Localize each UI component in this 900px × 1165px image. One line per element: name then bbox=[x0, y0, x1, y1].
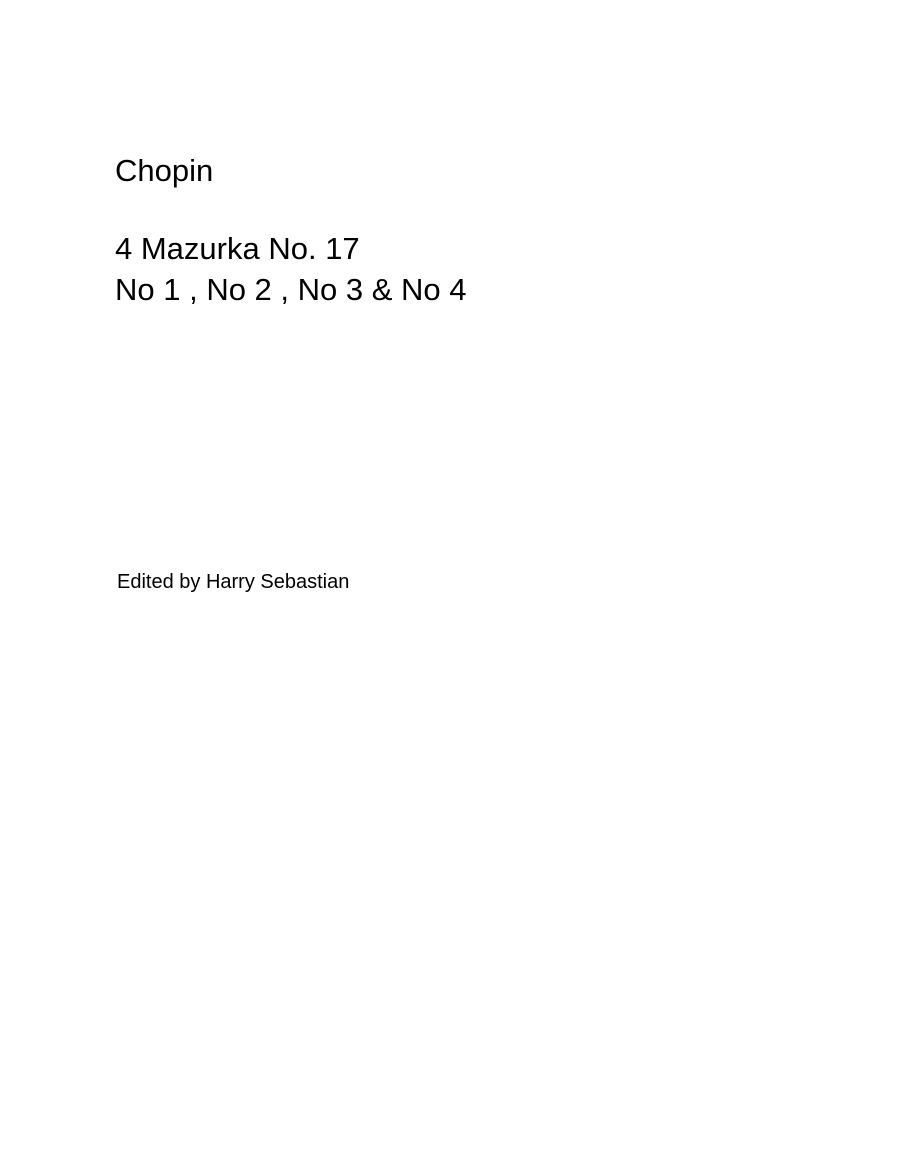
work-title: 4 Mazurka No. 17 bbox=[115, 231, 360, 266]
composer-name: Chopin bbox=[115, 153, 214, 188]
editor-credit: Edited by Harry Sebastian bbox=[117, 571, 350, 593]
work-subtitle: No 1 , No 2 , No 3 & No 4 bbox=[115, 272, 467, 307]
